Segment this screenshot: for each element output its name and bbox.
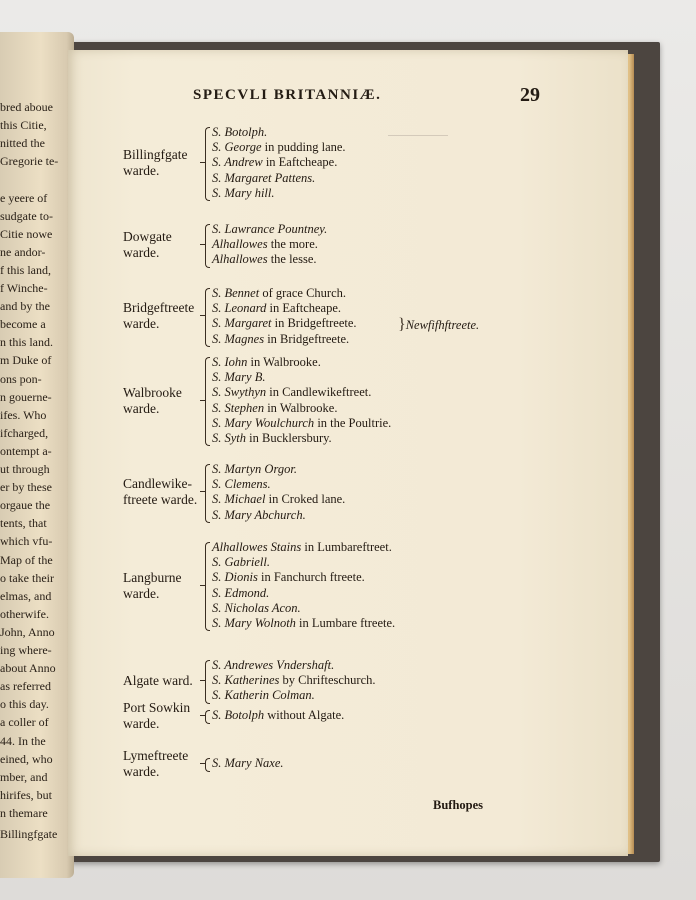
- church-entry: [212, 332, 357, 347]
- left-page-line: e yeere of: [0, 190, 48, 205]
- church-entry: [212, 316, 357, 331]
- church-name: S. Edmond.: [212, 585, 270, 600]
- church-entry: [212, 186, 346, 201]
- ward-brace: [205, 542, 210, 631]
- church-entry: [212, 673, 376, 688]
- church-entry: [212, 355, 391, 370]
- church-location: in Bucklersbury.: [246, 431, 332, 446]
- left-page-line: ut through: [0, 462, 50, 476]
- ward-name: [123, 570, 181, 602]
- church-name: S. Martyn Orgor.: [212, 462, 297, 476]
- church-name: S. Margaret: [212, 316, 272, 331]
- church-entry: [212, 616, 395, 631]
- church-location: by Chrifteschurch.: [279, 673, 376, 688]
- church-entry: [212, 477, 345, 492]
- left-page-line: f this land,: [0, 262, 51, 277]
- ward-brace: [205, 224, 210, 268]
- page-number: 29: [520, 84, 540, 106]
- church-list: [212, 286, 357, 347]
- left-page-line: ifcharged,: [0, 425, 49, 440]
- ward-name-line: warde.: [123, 763, 160, 779]
- side-note: [398, 316, 479, 334]
- church-name: S. Swythyn: [212, 385, 267, 400]
- left-page-line: Citie nowe: [0, 226, 53, 241]
- church-entry: [212, 462, 345, 477]
- ward-brace-tip: [200, 315, 205, 316]
- left-page-line: ne andor-: [0, 244, 46, 259]
- church-location: in Eaftcheape.: [266, 301, 342, 316]
- church-list: [212, 756, 284, 771]
- ward-brace: [205, 660, 210, 704]
- church-entry: [212, 508, 345, 523]
- church-name: Alhallowes: [212, 252, 268, 267]
- church-entry: [212, 401, 391, 416]
- left-page-line: m Duke of: [0, 353, 52, 368]
- left-page-line: n themare: [0, 805, 48, 820]
- ward-brace-tip: [200, 400, 205, 401]
- ward-name: [123, 385, 182, 417]
- left-page-line: mber, and: [0, 769, 48, 784]
- ward-name-line: warde.: [123, 715, 160, 731]
- left-page-line: ons pon-: [0, 371, 42, 386]
- ward-brace-tip: [200, 491, 205, 492]
- church-name: S. Lawrance Pountney.: [212, 222, 328, 236]
- left-page-line: ontempt a-: [0, 443, 52, 458]
- church-list: [212, 658, 376, 704]
- church-list: [212, 222, 327, 268]
- church-entry: [212, 252, 327, 267]
- church-entry: [212, 370, 391, 385]
- left-page-line: John, Anno: [0, 624, 55, 639]
- ward-brace: [205, 288, 210, 347]
- church-name: S. Iohn: [212, 355, 248, 369]
- ward-name-line: Billingfgate: [123, 147, 188, 162]
- church-name: S. Katherin Colman.: [212, 688, 315, 703]
- church-list: [212, 708, 344, 723]
- ward-brace: [205, 357, 210, 446]
- left-page-line: 44. In the: [0, 733, 46, 748]
- ward-name-line: Port Sowkin: [123, 699, 191, 715]
- ward-name-line: warde.: [123, 244, 160, 260]
- church-entry: [212, 601, 395, 616]
- church-name: S. Botolph.: [212, 125, 268, 139]
- church-entry: [212, 416, 391, 431]
- ward-brace: [205, 464, 210, 523]
- church-location: in Candlewikeftreet.: [266, 385, 372, 400]
- church-name: S. George: [212, 140, 262, 155]
- left-page-line: which vfu-: [0, 534, 53, 549]
- church-name: S. Stephen: [212, 400, 265, 415]
- ward-name-line: Walbrooke: [123, 384, 182, 400]
- church-location: in the Poultrie.: [314, 415, 392, 430]
- church-location: in Walbrooke.: [247, 355, 321, 369]
- ward-name: [123, 300, 194, 332]
- ward-brace: [205, 127, 210, 201]
- running-head: SPECVLI BRITANNIÆ.: [193, 87, 382, 103]
- church-name: S. Andrewes Vndershaft.: [212, 658, 335, 672]
- ward-name-line: warde.: [123, 400, 160, 416]
- church-entry: [212, 222, 327, 237]
- church-entry: [212, 171, 346, 186]
- ward-name: [123, 229, 172, 261]
- church-entry: [212, 431, 391, 446]
- church-entry: [212, 688, 376, 703]
- ward-brace-tip: [200, 244, 205, 245]
- ward-name: [123, 673, 193, 689]
- church-name: S. Bennet: [212, 286, 260, 300]
- church-location: the more.: [267, 237, 318, 252]
- church-entry: [212, 155, 346, 170]
- ward-brace: [205, 758, 210, 772]
- left-page-line: ing where-: [0, 643, 52, 657]
- church-entry: [212, 658, 376, 673]
- ward-brace-tip: [200, 162, 205, 163]
- church-list: [212, 462, 345, 523]
- church-entry: [212, 286, 357, 301]
- church-location: in Eaftcheape.: [262, 155, 338, 170]
- ward-name: [123, 147, 188, 179]
- church-location: in Fanchurch ftreete.: [257, 570, 365, 585]
- ward-name-line: ftreete warde.: [123, 492, 198, 508]
- ward-brace: [205, 710, 210, 724]
- ward-name: [123, 700, 190, 732]
- left-page-line: as referred: [0, 679, 51, 694]
- ward-name-line: warde.: [123, 316, 160, 332]
- church-name: S. Mary Woulchurch: [212, 415, 315, 430]
- church-list: [212, 355, 391, 446]
- church-name: S. Dionis: [212, 570, 258, 585]
- church-entry: [212, 492, 345, 507]
- church-entry: [212, 540, 395, 555]
- left-page-line: become a: [0, 317, 46, 332]
- ward-name-line: warde.: [123, 585, 160, 601]
- left-page-line: Billingfgate: [0, 827, 58, 841]
- left-page-line: a coller of: [0, 715, 49, 730]
- church-name: S. Mary hill.: [212, 185, 275, 200]
- left-page-line: n this land.: [0, 335, 53, 350]
- left-page-line: n gouerne-: [0, 389, 52, 404]
- left-page-line: tents, that: [0, 516, 47, 531]
- ward-name-line: Dowgate: [123, 228, 172, 244]
- church-name: S. Gabriell.: [212, 555, 270, 570]
- ward-name-line: Lymeftreete: [123, 747, 189, 763]
- left-page-line: f Winche-: [0, 281, 48, 295]
- left-page-line: eined, who: [0, 751, 53, 766]
- left-page: [0, 32, 74, 878]
- left-page-line: ifes. Who: [0, 407, 47, 422]
- church-location: in Lumbareftreet.: [301, 540, 392, 554]
- ward-name-line: Langburne: [123, 569, 182, 585]
- church-entry: [212, 570, 395, 585]
- church-name: S. Leonard: [212, 301, 267, 316]
- ward-name: [123, 748, 188, 780]
- church-entry: [212, 708, 344, 723]
- church-name: S. Syth: [212, 431, 247, 446]
- church-name: S. Mary Naxe.: [212, 756, 284, 770]
- side-note-brace: }: [398, 316, 406, 333]
- church-entry: [212, 237, 327, 252]
- church-location: in pudding lane.: [261, 140, 346, 155]
- left-page-line: o take their: [0, 570, 54, 585]
- left-page-line: nitted the: [0, 136, 45, 151]
- ward-brace-tip: [200, 715, 205, 716]
- church-entry: [212, 555, 395, 570]
- church-name: S. Katherines: [212, 673, 280, 688]
- church-location: in Croked lane.: [265, 492, 346, 507]
- bleed-through-mark: [388, 135, 448, 137]
- church-name: S. Mary Abchurch.: [212, 507, 306, 522]
- church-entry: [212, 125, 346, 140]
- church-entry: [212, 756, 284, 771]
- left-page-line: o this day.: [0, 697, 49, 712]
- left-page-line: bred aboue: [0, 100, 53, 114]
- left-page-line: and by the: [0, 299, 50, 314]
- church-entry: [212, 301, 357, 316]
- church-name: Alhallowes: [212, 237, 268, 252]
- left-page-line: orgaue the: [0, 498, 51, 513]
- left-page-line: Map of the: [0, 552, 53, 567]
- church-name: Alhallowes Stains: [212, 540, 302, 554]
- church-name: S. Mary Wolnoth: [212, 616, 296, 631]
- church-location: of grace Church.: [259, 286, 346, 300]
- church-list: [212, 125, 346, 201]
- side-note-text: Newfifhftreete.: [405, 318, 480, 332]
- catchword: Bufhopes: [433, 798, 484, 812]
- left-page-line: hirifes, but: [0, 787, 52, 802]
- left-page-line: Gregorie te-: [0, 154, 59, 169]
- ward-brace-tip: [200, 585, 205, 586]
- left-page-line: about Anno: [0, 661, 56, 676]
- left-page-line: elmas, and: [0, 588, 52, 603]
- ward-name-line: Algate ward.: [123, 672, 193, 688]
- church-name: S. Andrew: [212, 155, 263, 170]
- left-page-line: otherwife.: [0, 606, 49, 621]
- left-page-line: this Citie,: [0, 118, 47, 133]
- right-page: [68, 50, 628, 856]
- ward-name: [123, 476, 197, 508]
- ward-brace-tip: [200, 680, 205, 681]
- church-entry: [212, 140, 346, 155]
- church-location: in Walbrooke.: [264, 400, 338, 415]
- ward-name-line: warde.: [123, 163, 160, 178]
- ward-name-line: Bridgeftreete: [123, 300, 195, 316]
- church-name: S. Magnes: [212, 331, 265, 346]
- church-entry: [212, 385, 391, 400]
- ward-brace-tip: [200, 763, 205, 764]
- church-entry: [212, 586, 395, 601]
- church-name: S. Michael: [212, 492, 266, 507]
- church-name: S. Margaret Pattens.: [212, 170, 316, 185]
- church-name: S. Clemens.: [212, 477, 271, 492]
- church-name: S. Nicholas Acon.: [212, 600, 301, 615]
- ward-name-line: Candlewike-: [123, 476, 192, 492]
- church-list: [212, 540, 395, 631]
- church-location: in Bridgeftreete.: [264, 331, 350, 346]
- church-location: the lesse.: [267, 252, 317, 267]
- church-location: in Bridgeftreete.: [271, 316, 357, 331]
- left-page-line: er by these: [0, 480, 52, 495]
- church-location: without Algate.: [264, 708, 345, 722]
- church-name: S. Mary B.: [212, 370, 266, 385]
- church-name: S. Botolph: [212, 708, 265, 722]
- church-location: in Lumbare ftreete.: [295, 616, 396, 631]
- left-page-line: sudgate to-: [0, 208, 53, 223]
